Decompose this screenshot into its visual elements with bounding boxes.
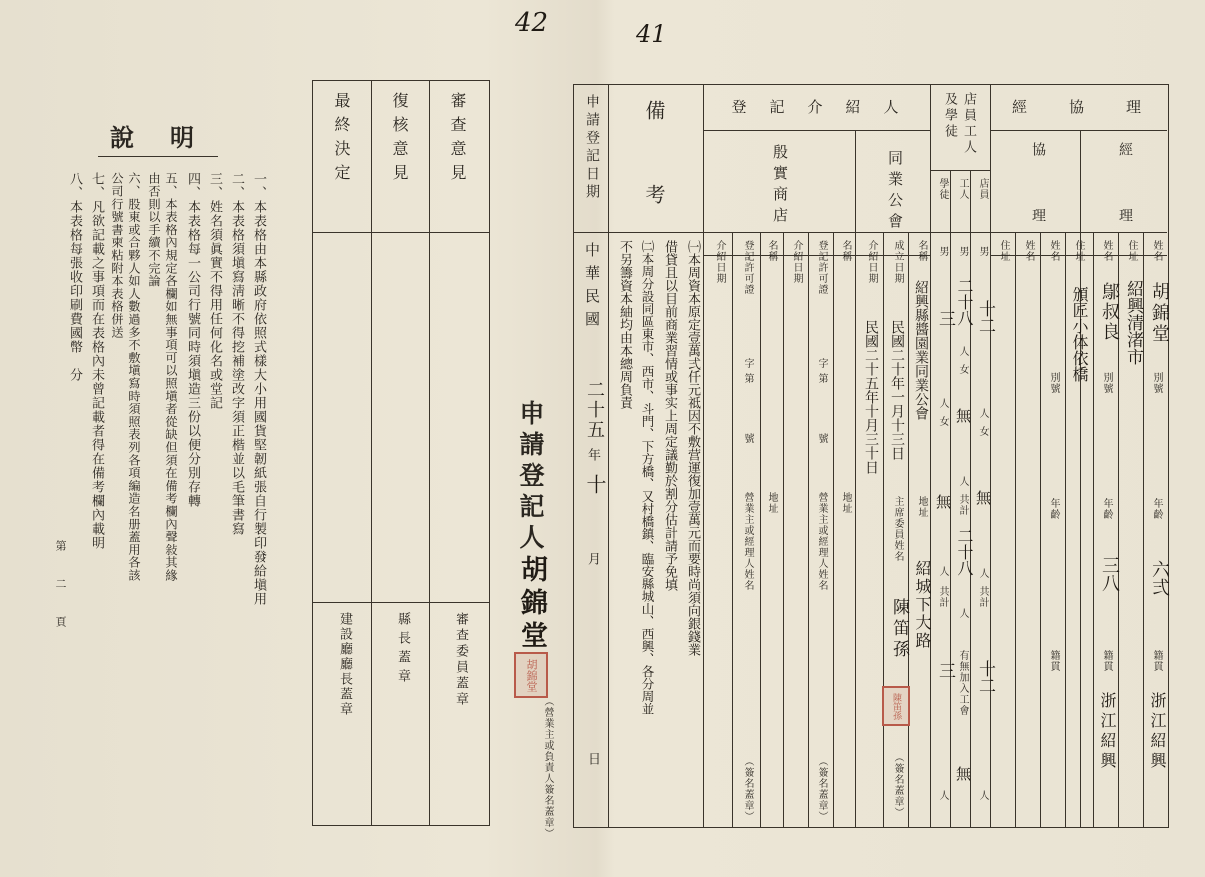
worker-person-unit: 人: [957, 346, 968, 357]
manager-label: 經 理: [1117, 142, 1133, 230]
shop-name-label: 名稱: [766, 240, 777, 262]
shop-sign-label: （簽名蓋章）: [742, 756, 753, 822]
apply-date-month-unit: 月: [585, 552, 600, 565]
shop-intro-date-label: 介紹日期: [714, 240, 725, 284]
explanation-item: 三、姓名須眞實不得用任何化名或堂記: [207, 172, 222, 410]
assistant-age-value: 三八: [1099, 556, 1120, 592]
guild-sign-label: （簽名蓋章）: [892, 752, 903, 818]
bureau-stamp-label: 建設廳廳長蓋章: [337, 612, 352, 717]
worker-female-label: 女: [957, 364, 968, 375]
clerk-female-value: 無: [974, 490, 992, 505]
final-decision-label: 最終決定: [332, 92, 351, 188]
apprentice-female-label: 女: [937, 416, 948, 427]
apprentice-male-value: 三: [935, 310, 955, 327]
guild-chair-seal: 陳笛孫: [882, 686, 910, 726]
assistant-alias-label-2: 別號: [1048, 372, 1059, 394]
assistant-alias-label: 姓名: [1023, 240, 1034, 262]
assistant-alias-label-3: 別號: [1101, 372, 1112, 394]
manager-native-label: 籍貫: [1151, 650, 1162, 672]
recheck-opinion-label: 復核意見: [390, 92, 409, 188]
assistant-address-label: 住址: [1073, 240, 1084, 262]
apprentice-male-label: 男: [937, 246, 948, 257]
assistant-age-label: 年齡: [1048, 498, 1059, 520]
page-footer: 第 二 頁: [54, 540, 67, 635]
introducer-header: 登 記 介 紹 人: [731, 98, 903, 116]
guild-founded-value: 民國二十年一月十三日: [889, 320, 905, 460]
explanation-item: 八、本表格每張收印刷費國幣 分: [67, 172, 82, 382]
clerk-person-unit-2: 人: [977, 568, 988, 579]
applicant-sign-note: （營業主或負責人簽名蓋章）: [542, 696, 553, 839]
manager-native-value: 浙江紹興: [1148, 692, 1167, 772]
applicant-name: 胡錦堂: [516, 555, 547, 654]
assistant-native-label: 籍貫: [1048, 650, 1059, 672]
assistant-name-label-2: 姓名: [1048, 240, 1059, 262]
apprentice-female-value: 無: [934, 494, 952, 509]
shop-reg-permit-value: 字第 號: [742, 358, 753, 448]
assistant-name-label: 姓名: [1101, 240, 1112, 262]
shop-address-label-2: 地址: [840, 492, 851, 514]
manager-age-value: 六弍: [1149, 560, 1170, 596]
remarks-line: ㈠本周資本原定壹萬弍仟元祗因不敷营運復加壹萬元而要時尚須向銀錢業: [685, 240, 700, 656]
worker-total-label: 共計: [957, 494, 968, 516]
manager-name-value: 胡錦堂: [1149, 282, 1170, 345]
apply-date-year: 二十五: [584, 380, 605, 440]
apply-date-era: 中華民國: [583, 242, 601, 334]
clerk-female-label: 女: [977, 426, 988, 437]
manager-address-label: 住址: [1126, 240, 1137, 262]
shop-sign-label-2: （簽名蓋章）: [816, 756, 827, 822]
guild-chair-value: 陳笛孫: [889, 598, 909, 661]
clerk-person-unit: 人: [977, 408, 988, 419]
clerk-male-value: 十二: [975, 300, 995, 334]
assistant-label: 協 理: [1030, 142, 1046, 230]
staff-workers-label: 工人: [957, 178, 968, 200]
guild-name-value: 紹興縣醬園業同業公會: [913, 280, 929, 420]
apply-date-label: 申請登記日期: [584, 94, 600, 202]
shop-owner-label: 營業主或經理人姓名: [742, 492, 753, 591]
shop-reg-permit-label: 登記許可證: [742, 240, 753, 295]
shop-reg-permit-label-2: 登記許可證: [816, 240, 827, 295]
apprentice-total-value: 三: [935, 662, 955, 679]
assistant-address-label-extra: 住址: [998, 240, 1009, 262]
assistant-native-value: 浙江紹興: [1098, 692, 1117, 772]
explanation-item: 一、本表格由本縣政府依照式樣大小用國貨堅韌紙張自行製印發給塡用: [251, 172, 266, 606]
page-mark-a: 42: [515, 8, 549, 38]
manager-alias-label: 別號: [1151, 372, 1162, 394]
applicant-seal: 胡錦堂: [514, 652, 548, 698]
manager-name-label: 姓名: [1151, 240, 1162, 262]
explanation-list: [67, 172, 268, 606]
manager-address-value: 紹興清渚市: [1123, 280, 1143, 365]
apprentice-total-label: 共計: [937, 586, 948, 608]
apply-date: [578, 242, 607, 802]
worker-male-value: 二十八: [955, 278, 974, 326]
review-stamp-label: 審查委員蓋章: [453, 612, 468, 708]
county-stamp-label: 縣長蓋章: [395, 612, 410, 688]
worker-total-value: 二十八: [955, 528, 974, 576]
assistant-native-label-2: 籍貫: [1101, 650, 1112, 672]
guild-address-value: 紹城下大路: [913, 560, 932, 650]
explanation-title: 說 明: [110, 123, 200, 152]
remarks-line: 借貸且以目前商業習情或事实上周定議勤於割分估計請予免填: [662, 240, 677, 591]
explanation-item: 七、凡欲記載之事項而在表格內未曾記載者得在備考欄內載明: [89, 172, 104, 550]
guild-chair-label: 主席委員姓名: [892, 496, 903, 562]
assistant-address-value: 頒匠小体依橋: [1070, 286, 1089, 382]
clerk-person-unit-3: 人: [977, 790, 988, 801]
staff-header: 店員工人及學徒: [942, 92, 976, 156]
staff-apprentice-label: 學徒: [937, 178, 948, 200]
staff-clerks-label: 店員: [977, 178, 988, 200]
explanation-item: 五、本表格內規定各欄如無事項可以照塡者從缺但須在備考欄內聲敍其緣由否則以手續不完論: [147, 172, 178, 582]
remarks-line: 不另籌資本紬均由本總周負責: [617, 240, 632, 409]
remarks-label: 備 考: [642, 100, 666, 226]
apply-date-year-unit: 年: [585, 448, 600, 461]
apply-date-month: 十: [583, 474, 607, 494]
guild-intro-date-value: 民國二十五年十月三十日: [863, 320, 879, 474]
explanation-item: 二、本表格須塡寫淸晰不得挖補塗改字須正楷並以毛筆書寫: [229, 172, 244, 536]
worker-person-unit-2: 人: [957, 476, 968, 487]
clerk-total-label: 共計: [977, 586, 988, 608]
shop-owner-label-2: 營業主或經理人姓名: [816, 492, 827, 591]
apprentice-person-unit-2: 人: [937, 566, 948, 577]
clerk-male-label: 男: [977, 246, 988, 257]
guild-header: 同業公會: [886, 150, 904, 234]
clerk-total-value: 十二: [975, 660, 995, 694]
applicant-label: 申請登記人: [516, 400, 545, 555]
shop-header: 殷實商店: [771, 144, 789, 228]
guild-address-label: 地址: [916, 496, 927, 518]
guild-founded-label: 成立日期: [892, 240, 903, 284]
shop-intro-date-label-2: 介紹日期: [791, 240, 802, 284]
review-opinion-label: 審查意見: [448, 92, 467, 188]
remarks-line: ㈡本周分設同區東市、西市、斗門、下方橋、又村橋鎮、臨安縣城山、西興、各分周並: [640, 240, 655, 715]
worker-male-label: 男: [957, 246, 968, 257]
worker-female-value: 無: [954, 408, 972, 423]
explanation-item: 六、股東或合夥人如人數過多不敷塡寫時須照表列各項編造名册蓋用各該公司行號書柬粘附本表格併送: [110, 172, 141, 582]
shop-name-label-2: 名稱: [840, 240, 851, 262]
explanation-item: 四、本表格每一公司行號同時須塡造三份以便分別存轉: [185, 172, 200, 508]
apprentice-person-unit: 人: [937, 398, 948, 409]
manager-age-label: 年齡: [1151, 498, 1162, 520]
union-label: 有無加入工會: [957, 650, 968, 716]
shop-reg-permit-value-2: 字第 號: [816, 358, 827, 448]
apprentice-person-unit-3: 人: [937, 790, 948, 801]
guild-name-label: 名稱: [916, 240, 927, 262]
assistant-age-label-2: 年齡: [1101, 498, 1112, 520]
remarks-text: [612, 240, 702, 760]
assistant-name-value: 鄔叔良: [1099, 282, 1120, 342]
guild-intro-date-label: 介紹日期: [866, 240, 877, 284]
union-value: 無: [954, 766, 972, 781]
worker-person-unit-3: 人: [957, 608, 968, 619]
page-mark-b: 41: [636, 20, 667, 48]
shop-address-label: 地址: [766, 492, 777, 514]
managers-header: 經 協 理: [1011, 98, 1145, 116]
apply-date-day-unit: 日: [585, 752, 600, 765]
